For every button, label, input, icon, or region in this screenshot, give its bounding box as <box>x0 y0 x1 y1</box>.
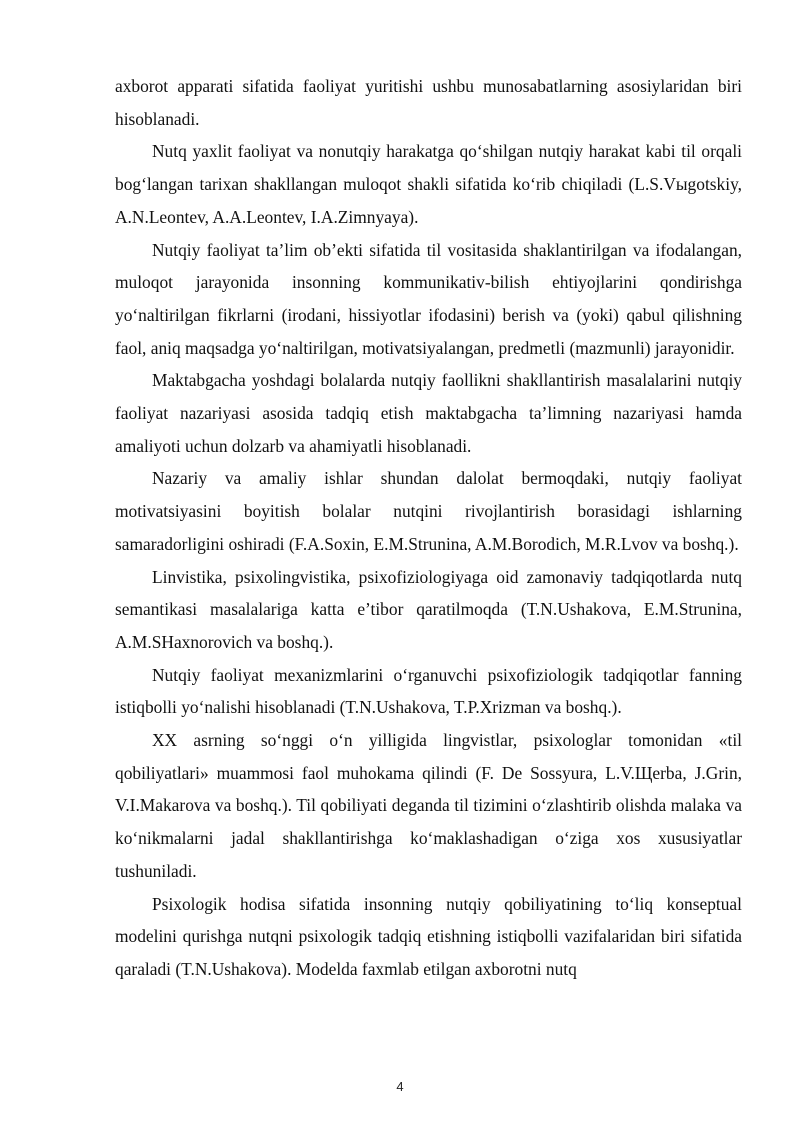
paragraph: XX asrning so‘nggi o‘n yilligida lingvistlar, psixologlar tomonidan «til qobiliyatlari» muammosi faol muhokama qilindi (F. De Sossyura, L.V.Щerba, J.Grin, V.I.Makarova va boshq.). Til qobiliyati deganda til tizimini o‘zlashtirib olishda malaka va ko‘nikmalarni jadal shakllantirishga ko‘maklashadigan o‘ziga xos xususiyatlar tushuniladi. <box>115 730 742 881</box>
paragraph: Psixologik hodisa sifatida insonning nutqiy qobiliyatining to‘liq konseptual modelini qurishga nutqni psixologik tadqiq etishning istiqbolli vazifalaridan biri sifatida qaraladi (T.N.Ushakova). Modelda faxmlab etilgan axborotni nutq <box>115 893 742 979</box>
paragraph: Nazariy va amaliy ishlar shundan dalolat bermoqdaki, nutqiy faoliyat motivatsiyasini boyitish bolalar nutqini rivojlantirish borasidagi ishlarning samaradorligini oshiradi (F.A.Soxin, E.M.Strunina, A.M.Borodich, M.R.Lvov va boshq.). <box>115 468 742 554</box>
paragraph: Nutqiy faoliyat ta’lim ob’ekti sifatida til vositasida shaklantirilgan va ifodalangan, muloqot jarayonida insonning kommunikativ-bilish ehtiyojlarini qondirishga yo‘naltirilgan fikrlarni (irodani, hissiyotlar ifodasini) berish va (yoki) qabul qilishning faol, aniq maqsadga yo‘naltirilgan, motivatsiyalangan, predmetli (mazmunli) jarayonidir. <box>115 239 742 358</box>
paragraph-continuation: axborot apparati sifatida faoliyat yuritishi ushbu munosabatlarning asosiylaridan biri hisoblanadi. <box>115 76 742 129</box>
paragraph: Linvistika, psixolingvistika, psixofiziologiyaga oid zamonaviy tadqiqotlarda nutq semantikasi masalalariga katta e’tibor qaratilmoqda (T.N.Ushakova, E.M.Strunina, A.M.SHaxnorovich va boshq.). <box>115 566 742 652</box>
page-body <box>115 70 742 986</box>
paragraph: Nutqiy faoliyat mexanizmlarini o‘rganuvchi psixofiziologik tadqiqotlar fanning istiqbolli yo‘nalishi hisoblanadi (T.N.Ushakova, T.P.Xrizman va boshq.). <box>115 664 742 718</box>
paragraph: Nutq yaxlit faoliyat va nonutqiy harakatga qo‘shilgan nutqiy harakat kabi til orqali bog‘langan tarixan shakllangan muloqot shakli sifatida ko‘rib chiqiladi (L.S.Vыgotskiy, A.N.Leontev, A.A.Leontev, I.A.Zimnyaya). <box>115 141 742 227</box>
paragraph: Maktabgacha yoshdagi bolalarda nutqiy faollikni shakllantirish masalalarini nutqiy faoliyat nazariyasi asosida tadqiq etish maktabgacha ta’limning nazariyasi hamda amaliyoti uchun dolzarb va ahamiyatli hisoblanadi. <box>115 370 742 456</box>
page-number: 4 <box>396 1079 404 1094</box>
